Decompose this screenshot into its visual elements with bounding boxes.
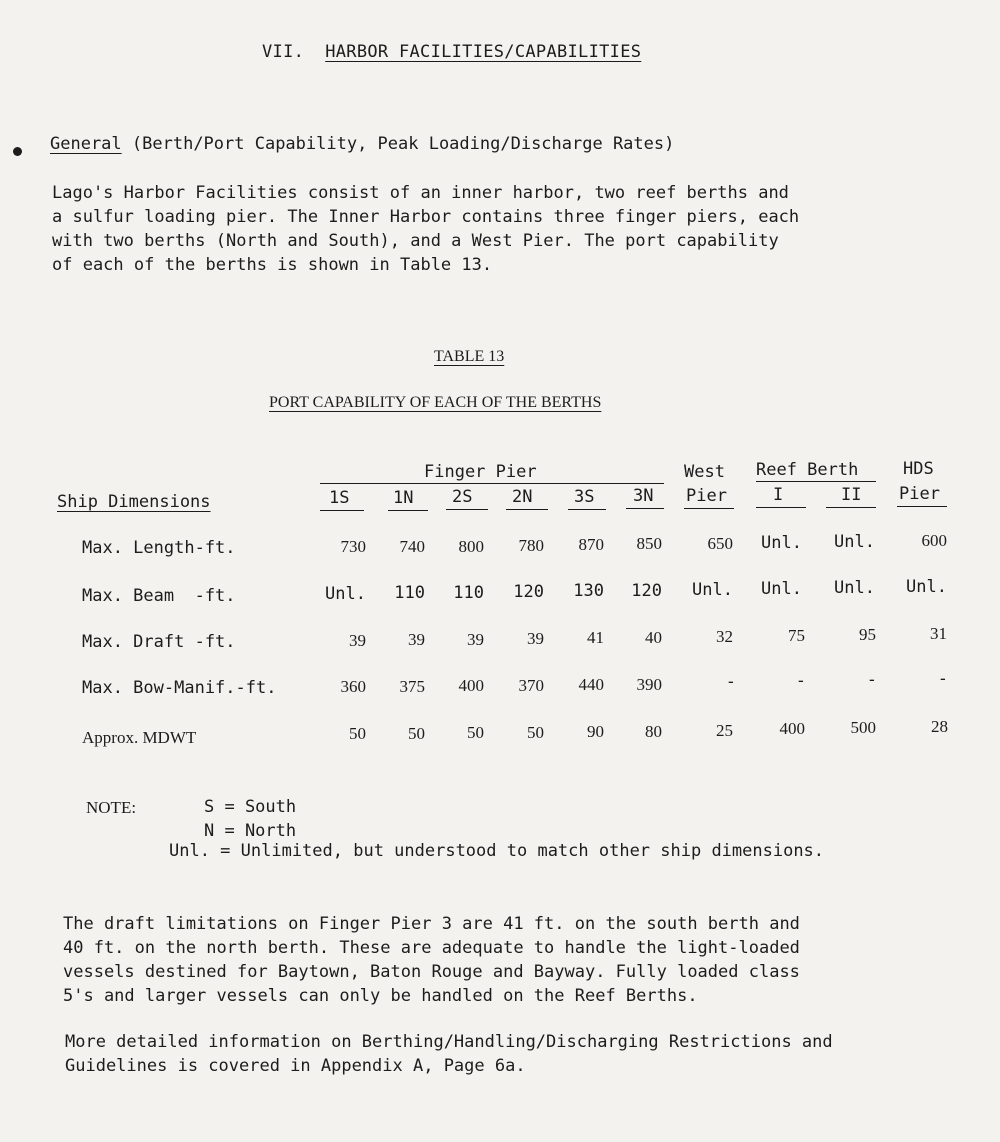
table-cell: 25 [716,721,733,740]
table-cell: 375 [399,677,425,696]
table-cell: 50 [467,723,484,742]
table-cell: 360 [340,677,366,696]
general-paragraph-line: Lago's Harbor Facilities consist of an inner harbor, two reef berths and [52,183,789,203]
draft-paragraph-line: 5's and larger vessels can only be handled on the Reef Berths. [63,986,698,1006]
note-south: S = South [204,797,297,817]
general-paragraph-line: of each of the berths is shown in Table 13. [52,255,493,275]
table-cell: 32 [716,627,733,646]
group-rule-reef-berth [756,481,876,482]
group-header-west: West [684,462,725,482]
table-cell: Unl. [834,532,875,552]
table-cell: Unl. [761,533,802,553]
note-label: NOTE: [86,798,137,817]
table-cell: 130 [573,581,604,601]
table-cell: 80 [645,722,662,741]
table-cell: - [725,672,736,692]
appendix-paragraph-line: More detailed information on Berthing/Handling/Discharging Restrictions and [65,1032,833,1052]
appendix-paragraph-line: Guidelines is covered in Appendix A, Page 6a. [65,1056,526,1076]
table-cell: 870 [578,535,604,554]
column-header: Pier [686,486,727,506]
table-cell: 90 [587,722,604,741]
column-header: 1N [393,488,414,508]
column-rule [446,509,488,510]
table-cell: 500 [850,718,876,737]
column-header: 3N [633,486,654,506]
note-north: N = North [204,821,297,841]
table-cell: Unl. [761,579,802,599]
general-label: General [50,134,122,154]
column-rule [684,508,734,509]
table-cell: 600 [921,531,947,550]
table-cell: 400 [458,676,484,695]
table-cell: 28 [931,717,948,736]
column-header: I [773,485,784,505]
table-cell: 40 [645,628,662,647]
column-rule [320,510,364,511]
row-label: Max. Beam -ft. [82,586,236,606]
table-cell: 39 [408,630,425,649]
table-cell: 440 [578,675,604,694]
table-cell: - [937,669,948,689]
section-title: HARBOR FACILITIES/CAPABILITIES [325,42,642,62]
column-rule [388,510,428,511]
table-cell: - [795,671,806,691]
table-cell: 740 [399,537,425,556]
column-rule [626,508,664,509]
column-header: 3S [574,487,595,507]
row-label: Approx. MDWT [82,728,197,747]
column-rule [568,509,606,510]
table-cell: 850 [636,534,662,553]
draft-paragraph-line: 40 ft. on the north berth. These are adequate to handle the light-loaded [63,938,800,958]
column-rule [826,507,876,508]
table-cell: 120 [631,581,662,601]
table-cell: Unl. [325,584,366,604]
table-cell: Unl. [834,578,875,598]
table-cell: 39 [467,630,484,649]
group-header-finger-pier: Finger Pier [424,462,537,482]
table-cell: 730 [340,537,366,556]
bullet-icon [13,147,22,156]
general-line [50,134,674,154]
table-cell: 390 [636,675,662,694]
draft-paragraph-line: The draft limitations on Finger Pier 3 are 41 ft. on the south berth and [63,914,800,934]
general-subtitle: (Berth/Port Capability, Peak Loading/Discharge Rates) [131,134,675,154]
table-cell: 50 [527,723,544,742]
row-label: Max. Length-ft. [82,538,236,558]
column-header: II [841,485,862,505]
table-cell: 780 [518,536,544,555]
row-header-ship-dimensions: Ship Dimensions [57,492,211,512]
section-number: VII. [262,42,305,62]
table-cell: Unl. [692,580,733,600]
table-cell: 39 [349,631,366,650]
table-cell: 110 [394,583,425,603]
table-cell: 120 [513,582,544,602]
column-header: 2S [452,487,473,507]
column-header: 2N [512,487,533,507]
table-cell: 95 [859,625,876,644]
row-label: Max. Bow-Manif.-ft. [82,678,277,698]
table-cell: 400 [779,719,805,738]
column-rule [756,507,806,508]
column-rule [506,509,548,510]
table-cell: 31 [930,624,947,643]
section-heading [262,42,641,62]
group-header-hds: HDS [903,459,934,479]
table-cell: 370 [518,676,544,695]
table-cell: 650 [707,534,733,553]
group-header-reef-berth: Reef Berth [756,460,859,480]
column-header: Pier [899,484,940,504]
general-paragraph-line: a sulfur loading pier. The Inner Harbor contains three finger piers, each [52,207,800,227]
table-cell: 50 [349,724,366,743]
table-number: TABLE 13 [434,348,505,365]
table-cell: 75 [788,626,805,645]
table-cell: - [866,670,877,690]
general-paragraph-line: with two berths (North and South), and a West Pier. The port capability [52,231,779,251]
group-rule-finger-pier [320,483,664,484]
column-header: 1S [329,488,350,508]
column-rule [897,506,947,507]
table-title: PORT CAPABILITY OF EACH OF THE BERTHS [269,394,602,411]
table-cell: 110 [453,583,484,603]
table-cell: 39 [527,629,544,648]
row-label: Max. Draft -ft. [82,632,236,652]
draft-paragraph-line: vessels destined for Baytown, Baton Rouge and Bayway. Fully loaded class [63,962,800,982]
table-cell: 50 [408,724,425,743]
table-cell: Unl. [906,577,947,597]
table-cell: 41 [587,628,604,647]
table-cell: 800 [458,537,484,556]
note-unlimited: Unl. = Unlimited, but understood to match other ship dimensions. [169,841,825,861]
